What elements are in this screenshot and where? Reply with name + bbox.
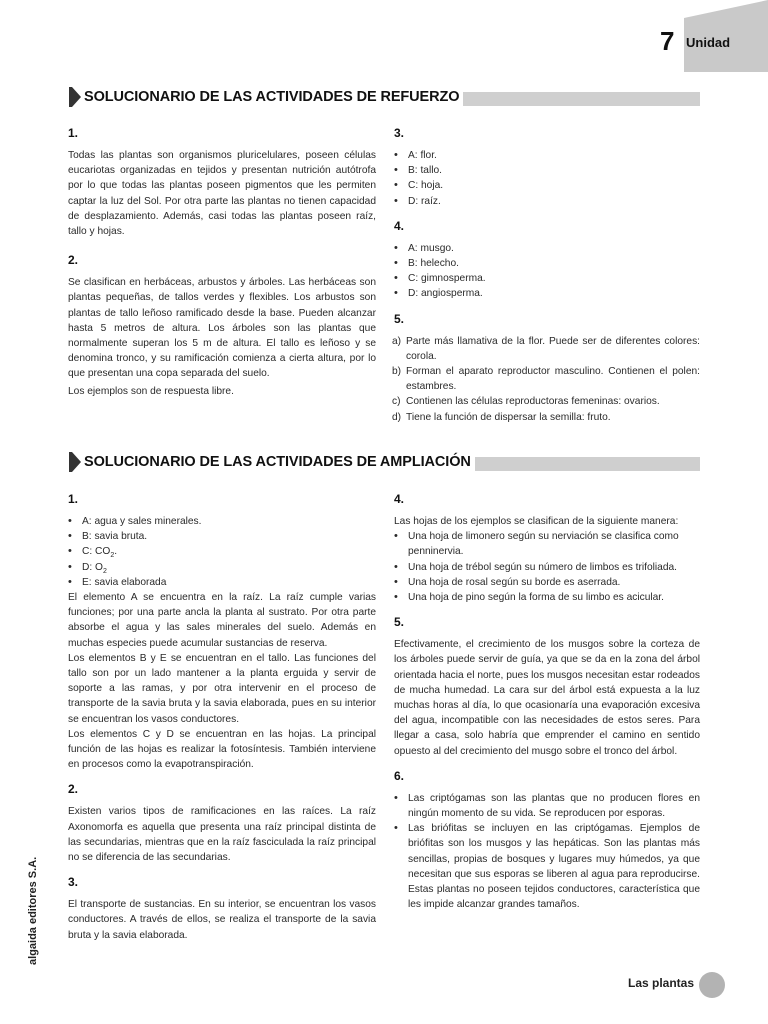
question-number: 4. <box>394 218 405 233</box>
arrow-icon <box>72 452 81 472</box>
list-item: • B: tallo. <box>394 163 700 178</box>
answer-text: Existen varios tipos de ramificaciones en las raíces. La raíz Axonomorfa es aquella que presenta una raíz principal distinta de las secundarias, mientras que en la raíz fasciculada la raíz principal no se diferencia de las secundarias. <box>68 806 376 864</box>
answer-text: Las hojas de los ejemplos se clasifican de la siguiente manera: <box>394 516 679 527</box>
footer-label: Las plantas <box>628 976 695 990</box>
refuerzo-q3 <box>394 126 700 209</box>
answer-text: El transporte de sustancias. En su interior, se encuentran los vasos conductores. A través de ellos, se realiza el transporte de la savia bruta y la savia elaborada. <box>68 899 376 941</box>
question-number: 2. <box>68 253 79 268</box>
list-item: • C: hoja. <box>394 178 700 193</box>
answer-list <box>394 148 700 209</box>
list-item: • D: raíz. <box>394 194 700 209</box>
question-number: 5. <box>394 615 405 630</box>
heading-bar <box>463 92 700 106</box>
refuerzo-q4 <box>394 219 700 302</box>
list-item: • A: agua y sales minerales. <box>68 514 376 529</box>
section-heading-refuerzo <box>68 86 700 108</box>
list-item: • B: savia bruta. <box>68 529 376 544</box>
question-number: 5. <box>394 311 405 326</box>
list-item: • C: gimnosperma. <box>394 271 700 286</box>
answer-text: Todas las plantas son organismos pluricelulares, poseen células eucariotas organizadas en tejidos y presentan nutrición autótrofa por lo que todas las plantas poseen pigmentos que les permiten captar la luz del Sol. Por otra parte las plantas no tienen capacidad de desplazamiento. Además, casi todas las plantas poseen raíz, tallo y hojas. <box>68 150 376 238</box>
ampliacion-q1 <box>68 492 376 772</box>
list-item: • Las criptógamas son las plantas que no producen flores en ningún momento de su vida. Se reproducen por esporas. <box>394 791 700 821</box>
answer-list <box>394 791 700 913</box>
answer-text: Los elementos B y E se encuentran en el tallo. Las funciones del tallo son por un lado mantener a la planta erguida y servir de soporte a las ramas, y por otra intervenir en el proceso de transporte de la savia bruta y la savia elaborada, pues en su interior se encuentran los vasos conductores. <box>68 652 376 725</box>
list-item: • B: helecho. <box>394 256 700 271</box>
refuerzo-q5 <box>394 312 700 425</box>
question-number: 6. <box>394 768 405 783</box>
list-item: • Una hoja de trébol según su número de limbos es trifoliada. <box>394 560 700 575</box>
refuerzo-right-column <box>394 126 700 435</box>
list-item: c) Contienen las células reproductoras femeninas: ovarios. <box>392 396 660 408</box>
refuerzo-q2 <box>68 253 376 399</box>
ampliacion-q4 <box>394 492 700 605</box>
footer-circle <box>699 972 725 998</box>
answer-text: El elemento A se encuentra en la raíz. La raíz cumple varias funciones; por una parte ancla la planta al sustrato. Por otra parte absorbe el agua y las sales minerales del suelo. Además en muchas especies puede acumular sustancias de reserva. <box>68 592 376 649</box>
unit-number: 7 <box>660 26 675 56</box>
list-item: • A: flor. <box>394 148 700 163</box>
answer-text: Los ejemplos son de respuesta libre. <box>68 385 234 397</box>
list-item: • E: savia elaborada <box>68 575 376 590</box>
list-item: b) Forman el aparato reproductor masculino. Contienen el polen: estambres. <box>392 366 700 393</box>
unit-label: Unidad <box>686 35 731 50</box>
refuerzo-q1 <box>68 126 376 239</box>
question-number: 1. <box>68 492 79 506</box>
answer-text: Efectivamente, el crecimiento de los musgos sobre la corteza de los árboles puede servir de guía, ya que se da en la zona del árbol orientada hacia el norte, pues los musgos necesitan estar rodeados de mucha humedad. La cara sur del árbol está expuesta a la luz muchas horas al día, lo que ocasionaría una evaporación excesiva del agua, incompatible con las necesidades de estos seres. Para llegar a casa, solo habría que emprender el camino en sentido opuesto al del crecimiento del musgo sobre el tronco del árbol. <box>394 639 700 757</box>
arrow-icon <box>72 87 81 107</box>
ampliacion-left-column <box>68 492 376 953</box>
ampliacion-q3 <box>68 875 376 943</box>
answer-list <box>394 241 700 302</box>
section-heading-ampliacion <box>68 451 700 473</box>
list-item: d) Tiene la función de dispersar la semilla: fruto. <box>392 411 611 423</box>
list-item: • D: $O_2$ <box>68 560 376 575</box>
list-item: • C: $CO_2$. <box>68 544 376 559</box>
list-item: • Una hoja de rosal según su borde es aserrada. <box>394 575 700 590</box>
question-number: 1. <box>68 126 79 140</box>
section-title: SOLUCIONARIO DE LAS ACTIVIDADES DE REFUERZO <box>84 89 463 105</box>
question-number: 3. <box>394 126 405 140</box>
heading-bar <box>475 457 700 471</box>
answer-text: Se clasifican en herbáceas, arbustos y árboles. Las herbáceas son plantas pequeñas, de tallos verdes y flexibles. Los arbustos son plantas de tallo leñoso ramificado desde la base. Pueden alcanzar hasta 5 metros de altura. Los árboles son las plantas que normalmente superan los 5 m de altura. El tallo es leñoso y se denomina tronco, y su ramificación comienza a cierta altura, por lo que presentan una copa separada del suelo. <box>68 277 376 380</box>
answer-list <box>68 514 376 590</box>
ampliacion-q6 <box>394 769 700 913</box>
list-item: • A: musgo. <box>394 241 700 256</box>
list-item: • Las briófitas se incluyen en las criptógamas. Ejemplos de briófitas son los musgos y las hepáticas. Son las plantas más sencillas, propias de bosques y lugares muy húmedos, ya que necesitan que sus esporas se liberen al agua para reproducirse. Estas plantas no poseen tejidos conductores, característica que les impide alcanzar grandes tamaños. <box>394 821 700 912</box>
answer-list <box>394 334 700 425</box>
answer-list <box>394 529 700 605</box>
answer-text: Los elementos C y D se encuentran en las hojas. La principal función de las hojas es realizar la fotosíntesis. También interviene en procesos como la evapotranspiración. <box>68 728 376 771</box>
question-number: 3. <box>68 875 79 890</box>
question-number: 4. <box>394 492 405 506</box>
list-item: • Una hoja de limonero según su nerviación se clasifica como penninervia. <box>394 529 700 559</box>
publisher-side-text: algaida editores S.A. <box>27 856 39 965</box>
section-title: SOLUCIONARIO DE LAS ACTIVIDADES DE AMPLIACIÓN <box>84 454 475 470</box>
ampliacion-q2 <box>68 782 376 865</box>
refuerzo-left-column <box>68 126 376 409</box>
question-number: 2. <box>68 782 79 797</box>
list-item: • Una hoja de pino según la forma de su limbo es acicular. <box>394 590 700 605</box>
ampliacion-right-column <box>394 492 700 922</box>
list-item: a) Parte más llamativa de la flor. Puede ser de diferentes colores: corola. <box>392 335 700 362</box>
ampliacion-q5 <box>394 615 700 759</box>
list-item: • D: angiosperma. <box>394 286 700 301</box>
